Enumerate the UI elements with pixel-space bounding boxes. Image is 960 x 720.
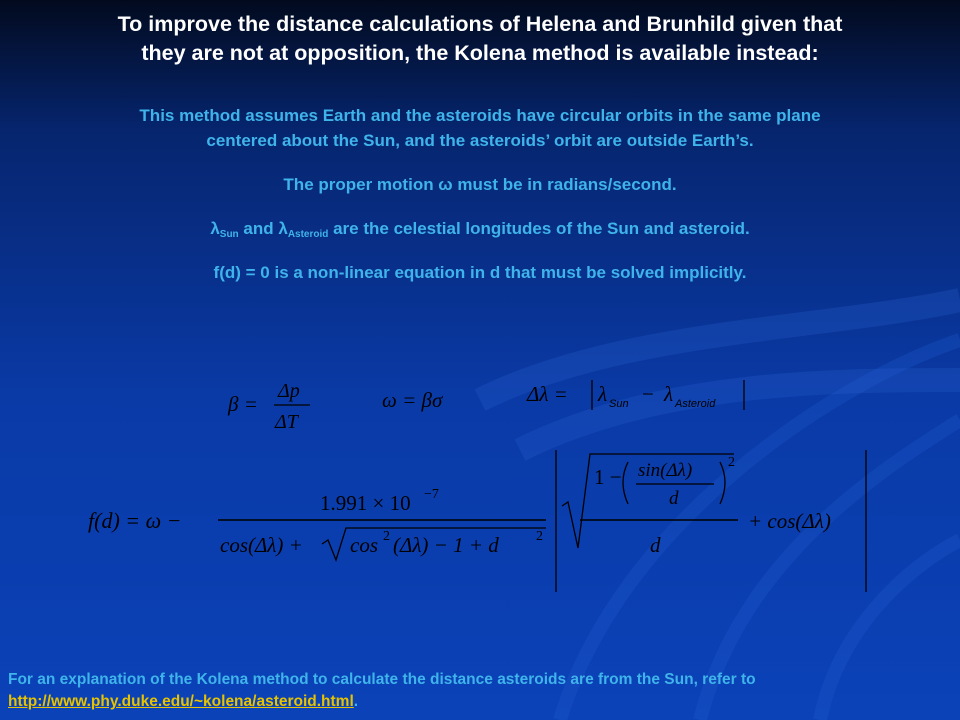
lambda-symbol: λ — [210, 219, 220, 238]
delta-lambda-equation — [525, 376, 760, 416]
implicit-note: f(d) = 0 is a non-linear equation in d that must be solved implicitly. — [213, 263, 747, 282]
lambda-sun: λ — [598, 382, 608, 406]
dlambda-lhs: Δλ = — [527, 382, 568, 406]
and-word: and — [238, 219, 279, 238]
omega-equation — [380, 385, 490, 415]
assumption-line-2: centered about the Sun, and the asteroids’ orbit are outside Earth’s. — [206, 131, 754, 150]
proper-motion-note: The proper motion ω must be in radians/second. — [283, 175, 677, 194]
reference-period: . — [353, 693, 359, 710]
outer-denominator-d: d — [650, 533, 661, 557]
right-paren — [720, 462, 725, 504]
f-lhs: f(d) = ω − — [88, 508, 182, 533]
sun-subscript: Sun — [219, 229, 239, 240]
f-of-d-equation — [84, 440, 884, 600]
assumption-line-1: This method assumes Earth and the asteroids have circular orbits in the same plane — [139, 106, 821, 125]
omega-eq: ω = βσ — [382, 388, 443, 412]
plus-cos: + cos(Δλ) — [748, 509, 831, 533]
sub-asteroid: Asteroid — [675, 398, 716, 410]
sin-denominator-d: d — [669, 488, 679, 509]
radicand-rest: (Δλ) − 1 + d — [393, 533, 499, 557]
paren-square-exp: 2 — [728, 455, 735, 470]
asteroid-subscript: Asteroid — [287, 229, 329, 240]
longitude-note — [40, 216, 920, 241]
denominator-start: cos(Δλ) + — [220, 533, 303, 557]
lambda-asteroid: λ — [664, 382, 674, 406]
exponent: −7 — [424, 487, 439, 502]
longitude-text: are the celestial longitudes of the Sun and asteroid. — [328, 219, 750, 238]
cos-squared-exp: 2 — [383, 529, 390, 544]
sin-dlambda: sin(Δλ) — [638, 460, 693, 481]
constant: 1.991 × 10 — [320, 491, 411, 515]
beta-lhs: β = — [228, 392, 258, 416]
delta-t: ΔT — [275, 411, 298, 433]
reference-text: For an explanation of the Kolena method to calculate the distance asteroids are from the Sun, refer to — [8, 671, 756, 688]
title-line-2: they are not at opposition, the Kolena method is available instead: — [141, 41, 819, 65]
assumption-note — [40, 103, 920, 153]
minus-sign: − — [642, 382, 654, 406]
d-squared-exp: 2 — [536, 529, 543, 544]
sub-sun: Sun — [609, 398, 629, 410]
one-minus: 1 − — [594, 465, 622, 489]
delta-p: Δp — [278, 380, 300, 402]
method-notes — [40, 103, 920, 304]
kolena-link[interactable]: http://www.phy.duke.edu/~kolena/asteroid.html — [8, 693, 354, 710]
slide-title — [20, 10, 940, 68]
title-line-1: To improve the distance calculations of Helena and Brunhild given that — [117, 12, 843, 36]
beta-equation — [226, 378, 326, 434]
reference-note — [8, 669, 948, 713]
lambda-symbol-2: λ — [278, 219, 288, 238]
cos-squared: cos — [350, 533, 378, 557]
left-paren — [623, 462, 628, 504]
